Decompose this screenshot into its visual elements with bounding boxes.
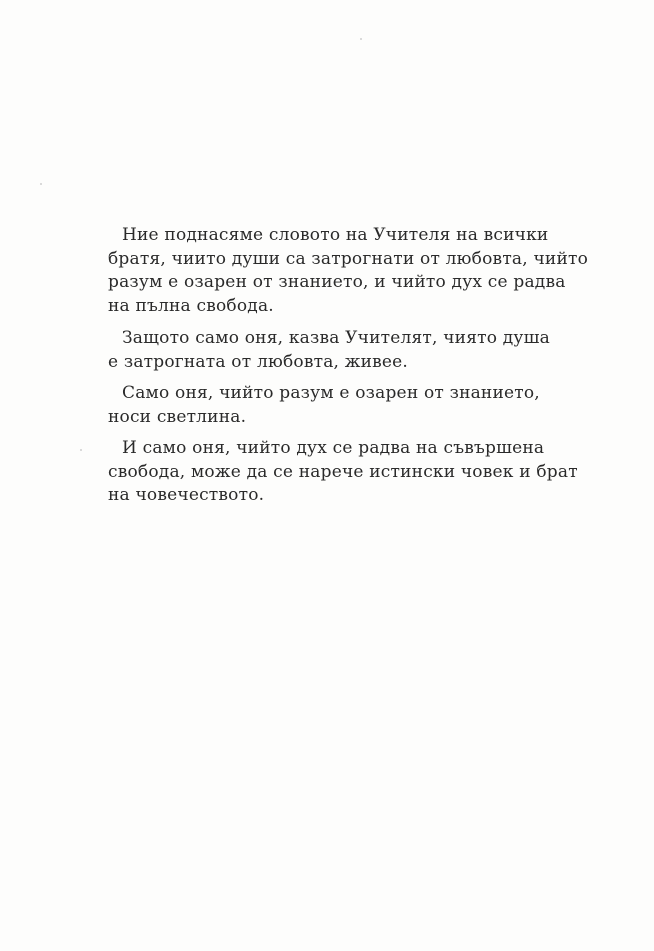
scan-speck bbox=[80, 449, 82, 451]
text-line: на човечеството. bbox=[108, 485, 265, 505]
text-line: е затрогната от любовта, живее. bbox=[108, 351, 409, 372]
paragraph-freedom bbox=[108, 437, 608, 508]
scan-speck bbox=[40, 183, 42, 185]
paragraph-dedication bbox=[108, 224, 608, 318]
text-line: И само оня, чийто дух се радва на съвършена bbox=[122, 438, 545, 458]
text-line: разум е озарен от знанието, и чийто дух се радва bbox=[108, 272, 566, 292]
text-line: на пълна свобода. bbox=[108, 295, 274, 316]
text-line: Ние поднасяме словото на Учителя на всички bbox=[122, 225, 549, 245]
text-line: носи светлина. bbox=[108, 406, 247, 427]
paragraph-knowledge bbox=[108, 382, 608, 429]
text-line: Защото само оня, казва Учителят, чиято душа bbox=[122, 328, 550, 348]
paragraph-love bbox=[108, 327, 608, 374]
text-line: Само оня, чийто разум е озарен от знанието, bbox=[122, 383, 540, 403]
body-text bbox=[108, 224, 608, 516]
text-line: братя, чиито души са затрогнати от любовта, чийто bbox=[108, 248, 589, 269]
scan-speck bbox=[360, 38, 362, 40]
text-line: свобода, може да се нарече истински човек и брат bbox=[108, 461, 578, 482]
